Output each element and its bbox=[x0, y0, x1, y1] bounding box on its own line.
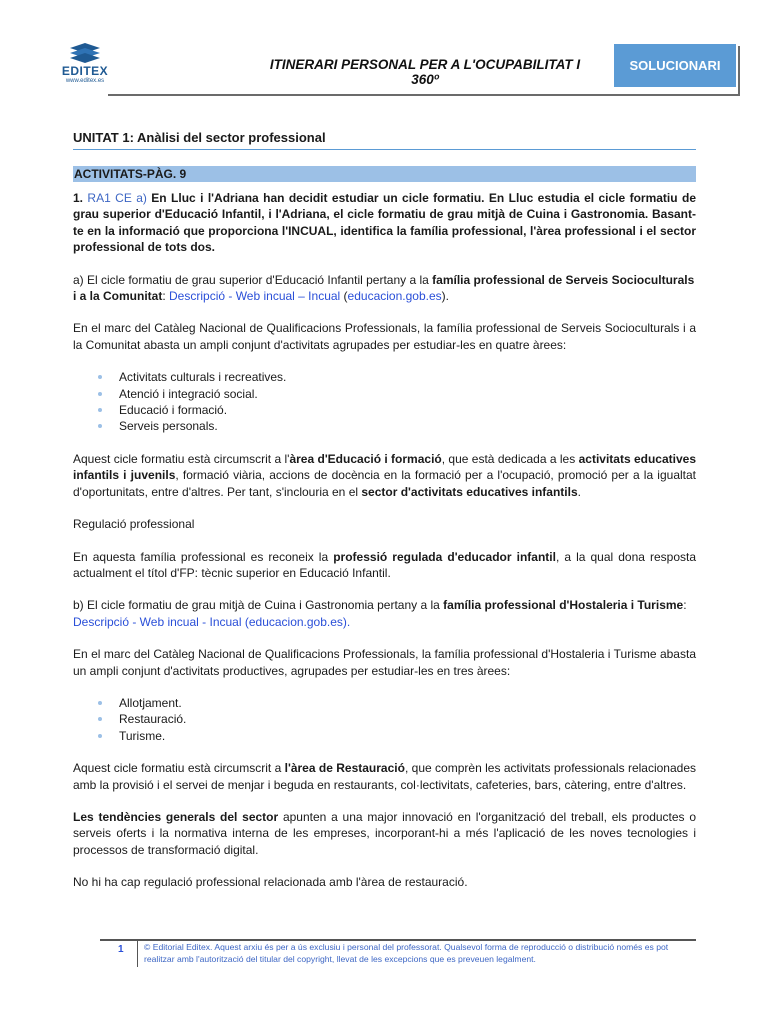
area-b-text-1: Aquest cicle formatiu està circumscrit a bbox=[73, 761, 285, 776]
logo-url: www.editex.es bbox=[65, 78, 105, 84]
question-1 bbox=[73, 190, 696, 256]
area-a-text-3: , formació viària, accions de docència en la formació per a l'ocupació, promoció per a la igualtat d'oportunitats, entre d'altres. Per tant, s'inclouria en el bbox=[73, 468, 697, 499]
area-a-text-1: Aquest cicle formatiu està circumscrit a l' bbox=[73, 451, 290, 466]
area-paragraph-a bbox=[73, 451, 696, 500]
list-item-text: Activitats culturals i recreatives. bbox=[119, 370, 287, 385]
answer-part-b bbox=[73, 597, 696, 630]
bullet-icon bbox=[98, 392, 102, 396]
area-a-text-2: , que està dedicada a les bbox=[441, 451, 579, 466]
page-number: 1 bbox=[118, 944, 124, 955]
list-item-text: Restauració. bbox=[119, 712, 187, 727]
bullet-icon bbox=[98, 408, 102, 412]
question-text: En Lluc i l'Adriana han decidit estudiar un cicle formatiu. En Lluc estudia el cicle formatiu de grau superior d'Educació Infantil, i l'Adriana, el cicle formatiu de grau mitjà de Cuina i Gastronomia. Basant-te en la informació que proporciona l'INCUAL, identifica la família professional, l'àrea professional i el sector professional de tots dos. bbox=[73, 191, 696, 255]
areas-list-b bbox=[73, 695, 696, 744]
area-a-bold-2: activitats educatives infantils i juvenils bbox=[73, 451, 696, 483]
question-reference: RA1 CE a) bbox=[87, 191, 147, 205]
trends-paragraph bbox=[73, 809, 696, 858]
trends-bold: Les tendències generals del sector bbox=[73, 809, 279, 824]
part-b-colon: : bbox=[683, 598, 687, 613]
list-item bbox=[73, 711, 696, 727]
catalog-paragraph-a: En el marc del Catàleg Nacional de Qualificacions Professionals, la família professional de Serveis Socioculturals i a la Comunitat abasta un ampli conjunt d'activitats agrupades per estudiar-les en quatre àrees: bbox=[73, 321, 696, 352]
area-b-text-2: , que comprèn les activitats professionals relacionades amb la provisió i el servei de menjar i beguda en restaurants, col·lectivitats, cafeteries, bars, càtering, entre d'altres. bbox=[73, 761, 696, 792]
bullet-icon bbox=[98, 734, 102, 738]
part-a-intro: a) El cicle formatiu de grau superior d'Educació Infantil pertany a la bbox=[73, 272, 433, 287]
incual-link-b[interactable]: Descripció - Web incual - Incual (educacion.gob.es). bbox=[73, 614, 351, 629]
list-item-text: Serveis personals. bbox=[119, 419, 218, 434]
list-item bbox=[73, 386, 696, 402]
part-b-family: família professional d'Hostaleria i Turisme bbox=[443, 598, 684, 613]
catalog-paragraph-b: En el marc del Catàleg Nacional de Qualificacions Professionals, la família professional d'Hostaleria i Turisme abasta un ampli conjunt d'activitats productives, agrupades per estudiar-les en tres àrees: bbox=[73, 647, 696, 678]
list-item bbox=[73, 402, 696, 418]
unit-title-underline bbox=[73, 149, 696, 150]
header-divider-right bbox=[738, 46, 740, 96]
educacion-link-a[interactable]: educacion.gob.es bbox=[347, 289, 442, 304]
answer-part-a bbox=[73, 272, 696, 305]
list-item-text: Allotjament. bbox=[119, 695, 182, 710]
part-a-paren-open: ( bbox=[340, 289, 348, 304]
no-regulation-paragraph: No hi ha cap regulació professional relacionada amb l'àrea de restauració. bbox=[73, 875, 468, 890]
editex-logo bbox=[50, 42, 120, 92]
areas-list-a bbox=[73, 369, 696, 435]
regulation-paragraph bbox=[73, 549, 696, 582]
activities-heading: ACTIVITATS-PÀG. 9 bbox=[73, 166, 696, 182]
part-a-family: família professional de Serveis Socioculturals i a la Comunitat bbox=[73, 272, 695, 304]
area-a-bold-1: àrea d'Educació i formació bbox=[289, 451, 442, 466]
copyright-notice: © Editorial Editex. Aquest arxiu és per a ús exclusiu i personal del professorat. Qualsevol forma de reproducció o distribució només es pot realitzar amb l'autorització del titular del copyright, llevat de les excepcions que es preveuen legalment. bbox=[144, 942, 669, 964]
list-item bbox=[73, 369, 696, 385]
trends-text: apunten a una major innovació en l'organització del treball, els productes o serveis oferts i la normativa interna de les empreses, incorporant-hi a més l'aplicació de les noves tecnologies i processos de transformació digital. bbox=[73, 809, 697, 857]
main-content bbox=[73, 190, 696, 907]
area-b-bold-1: l'àrea de Restauració bbox=[284, 761, 405, 776]
part-a-paren-close: ). bbox=[441, 289, 449, 304]
solucionari-badge: SOLUCIONARI bbox=[614, 44, 736, 87]
incual-link-a[interactable]: Descripció - Web incual – Incual bbox=[169, 289, 341, 304]
part-b-intro: b) El cicle formatiu de grau mitjà de Cuina i Gastronomia pertany a la bbox=[73, 598, 444, 613]
header-title: ITINERARI PERSONAL PER A L'OCUPABILITAT I 360º bbox=[269, 57, 581, 87]
list-item-text: Educació i formació. bbox=[119, 403, 228, 418]
part-a-colon: : bbox=[162, 289, 170, 304]
regulation-text-2: , a la qual dona resposta actualment el títol d'FP: tècnic superior en Educació Infantil. bbox=[73, 549, 696, 580]
regulation-text-1: En aquesta família professional es reconeix la bbox=[73, 549, 334, 564]
area-paragraph-b bbox=[73, 760, 696, 793]
page-header bbox=[0, 0, 768, 100]
regulation-heading: Regulació professional bbox=[73, 517, 195, 532]
list-item-text: Atenció i integració social. bbox=[119, 386, 258, 401]
header-divider bbox=[108, 94, 740, 96]
question-number: 1. bbox=[73, 191, 88, 205]
editex-logo-icon bbox=[50, 42, 120, 64]
list-item-text: Turisme. bbox=[119, 728, 166, 743]
bullet-icon bbox=[98, 717, 102, 721]
list-item bbox=[73, 695, 696, 711]
unit-title: UNITAT 1: Anàlisi del sector professional bbox=[73, 130, 326, 145]
footer-vertical-divider bbox=[137, 941, 138, 967]
area-a-text-4: . bbox=[577, 484, 581, 499]
bullet-icon bbox=[98, 424, 102, 428]
list-item bbox=[73, 728, 696, 744]
logo-text: EDITEX bbox=[61, 64, 109, 78]
regulation-bold-1: professió regulada d'educador infantil bbox=[333, 549, 556, 564]
list-item bbox=[73, 418, 696, 434]
bullet-icon bbox=[98, 701, 102, 705]
bullet-icon bbox=[98, 375, 102, 379]
area-a-bold-3: sector d'activitats educatives infantils bbox=[361, 484, 578, 499]
